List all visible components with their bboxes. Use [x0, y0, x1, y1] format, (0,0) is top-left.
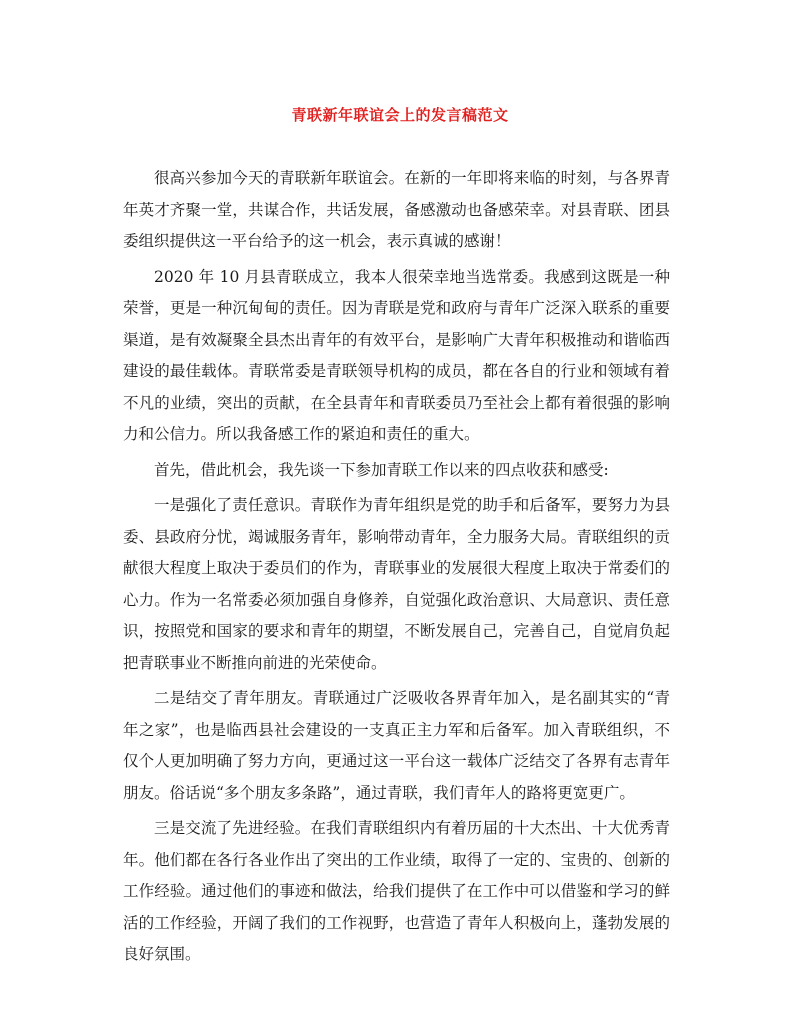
paragraph-5: 二是结交了青年朋友。青联通过广泛吸收各界青年加入，是名副其实的“青年之家”，也是临西县社会建设的一支真正主力军和后备军。加入青联组织，不仅个人更加明确了努力方向，更通过这一平台这一载体广泛结交了各界有志青年朋友。俗话说“多个朋友多条路”，通过青联，我们青年人的路将更宽更广。	[123, 689, 670, 802]
document-title: 青联新年联谊会上的发言稿范文	[291, 106, 509, 124]
paragraph-2: 2020 年 10 月县青联成立，我本人很荣幸地当选常委。我感到这既是一种荣誉，更是一种沉甸甸的责任。因为青联是党和政府与青年广泛深入联系的重要渠道，是有效凝聚全县杰出青年的有效平台，是影响广大青年积极推动和谐临西建设的最佳载体。青联常委是青联领导机构的成员，都在各自的行业和领域有着不凡的业绩，突出的贡献，在全县青年和青联委员乃至社会上都有着很强的影响力和公信力。所以我备感工作的紧迫和责任的重大。	[123, 267, 670, 443]
paragraph-1: 很高兴参加今天的青联新年联谊会。在新的一年即将来临的时刻，与各界青年英才齐聚一堂，共谋合作，共话发展，备感激动也备感荣幸。对县青联、团县委组织提供这一平台给予的这一机会，表示真诚的感谢！	[123, 169, 670, 250]
document-body	[123, 163, 670, 975]
paragraph-4: 一是强化了责任意识。青联作为青年组织是党的助手和后备军，要努力为县委、县政府分忧，竭诚服务青年，影响带动青年，全力服务大局。青联组织的贡献很大程度上取决于委员们的作为，青联事业的发展很大程度上取决于常委们的心力。作为一名常委必须加强自身修养，自觉强化政治意识、大局意识、责任意识，按照党和国家的要求和青年的期望，不断发展自己，完善自己，自觉肩负起把青联事业不断推向前进的光荣使命。	[123, 496, 670, 672]
paragraph-6: 三是交流了先进经验。在我们青联组织内有着历届的十大杰出、十大优秀青年。他们都在各行各业作出了突出的工作业绩，取得了一定的、宝贵的、创新的工作经验。通过他们的事迹和做法，给我们提供了在工作中可以借鉴和学习的鲜活的工作经验，开阔了我们的工作视野，也营造了青年人积极向上，蓬勃发展的良好氛围。	[123, 819, 670, 963]
paragraph-3: 首先，借此机会，我先谈一下参加青联工作以来的四点收获和感受:	[154, 460, 609, 479]
